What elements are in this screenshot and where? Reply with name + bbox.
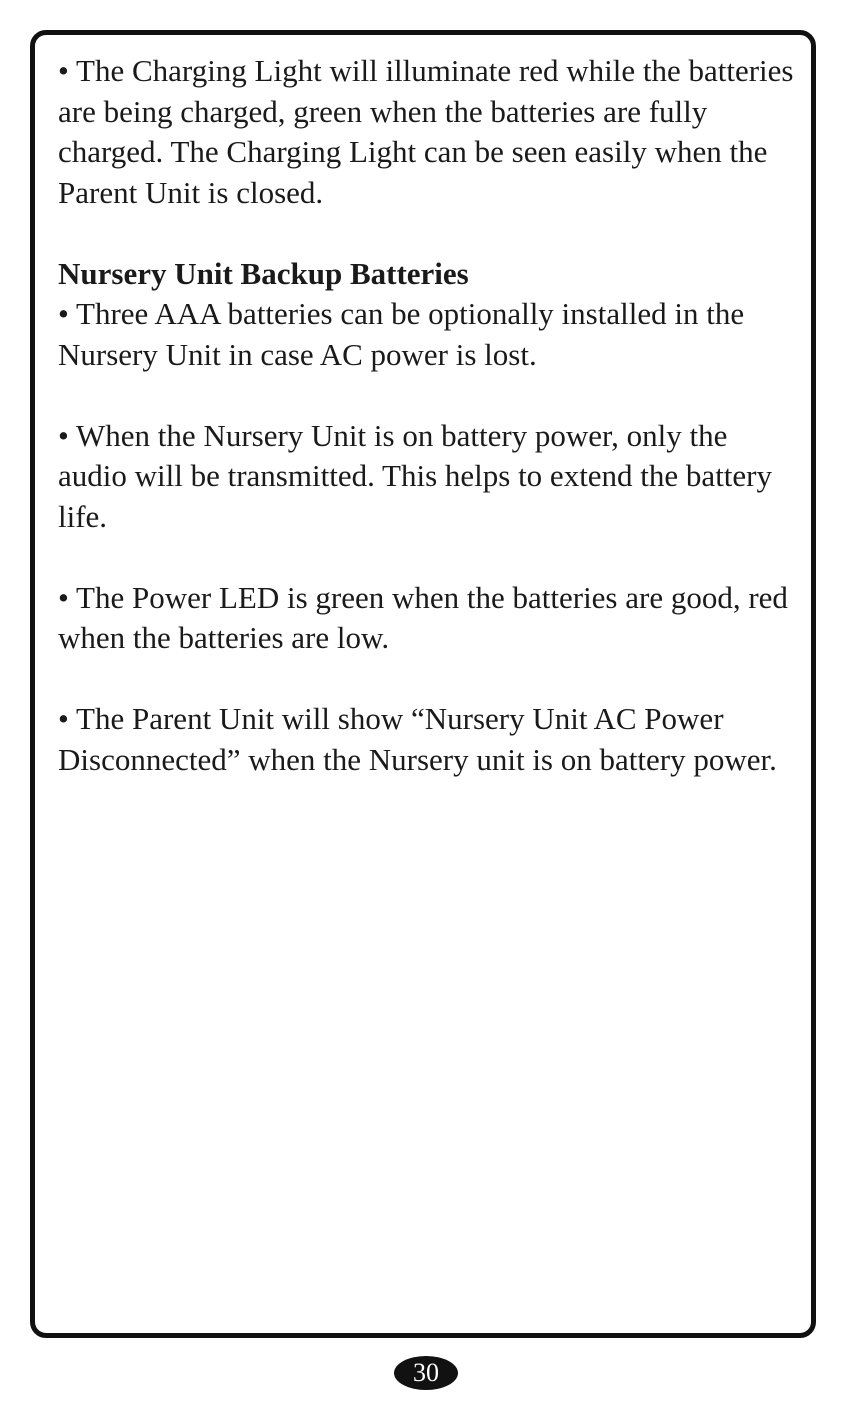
ac-disconnected-paragraph: • The Parent Unit will show “Nursery Unit AC Power Disconnected” when the Nursery unit is on battery power. <box>58 701 777 777</box>
spacer <box>58 375 798 416</box>
spacer <box>58 537 798 578</box>
battery-power-paragraph: • When the Nursery Unit is on battery power, only the audio will be transmitted. This helps to extend the battery life. <box>58 417 772 534</box>
spacer <box>58 213 798 254</box>
page-content <box>58 51 798 780</box>
charging-light-paragraph: • The Charging Light will illuminate red while the batteries are being charged, green when the batteries are fully charged. The Charging Light can be seen easily when the Parent Unit is closed. <box>58 53 794 210</box>
backup-batteries-paragraph: • Three AAA batteries can be optionally installed in the Nursery Unit in case AC power is lost. <box>58 296 745 372</box>
spacer <box>58 659 798 700</box>
power-led-paragraph: • The Power LED is green when the batteries are good, red when the batteries are low. <box>58 579 788 655</box>
page-number-badge: 30 <box>394 1356 458 1390</box>
section-heading: Nursery Unit Backup Batteries <box>58 255 469 291</box>
